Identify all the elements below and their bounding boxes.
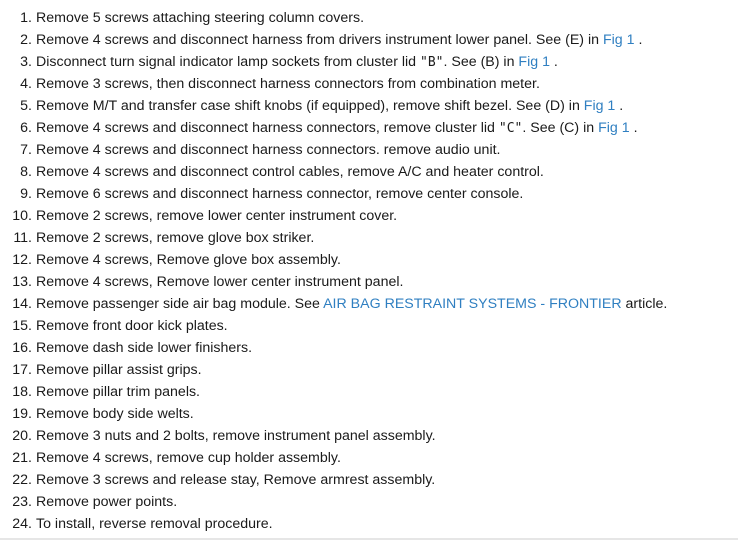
step-text-segment: Remove 2 screws, remove glove box striker.: [36, 230, 315, 246]
list-item: [0, 205, 738, 227]
step-text: [36, 293, 667, 315]
step-text: [36, 7, 364, 29]
step-text: [36, 447, 341, 469]
fig-1-link[interactable]: Fig 1: [598, 120, 630, 136]
list-item: [0, 381, 738, 403]
step-number: 6.: [20, 120, 32, 136]
step-text-segment: Disconnect turn signal indicator lamp sockets from cluster lid: [36, 54, 421, 70]
step-text-segment: Remove 5 screws attaching steering column covers.: [36, 10, 365, 26]
list-item: [0, 469, 738, 491]
step-text-segment: Remove dash side lower finishers.: [36, 340, 253, 356]
step-number: 12.: [12, 252, 32, 268]
lid-code: "C": [498, 121, 523, 136]
step-text-segment: .: [629, 120, 638, 136]
step-text: [36, 249, 341, 271]
step-text-segment: Remove power points.: [36, 494, 178, 510]
step-text-segment: article.: [621, 296, 668, 312]
step-number: 21.: [12, 450, 32, 466]
step-number: 23.: [12, 494, 32, 510]
step-text: [36, 205, 397, 227]
step-number: 8.: [20, 164, 32, 180]
step-text-segment: Remove passenger side air bag module. See: [36, 296, 324, 312]
list-item: [0, 51, 738, 73]
step-text: [36, 227, 314, 249]
step-text-segment: Remove pillar trim panels.: [36, 384, 201, 400]
step-text: [36, 469, 435, 491]
step-text: [36, 513, 273, 535]
step-number: 5.: [20, 98, 32, 114]
step-number: 19.: [12, 406, 32, 422]
list-item: [0, 293, 738, 315]
step-number: 18.: [12, 384, 32, 400]
list-item: [0, 359, 738, 381]
list-item: [0, 139, 738, 161]
list-item: [0, 337, 738, 359]
list-item: [0, 271, 738, 293]
list-item: [0, 227, 738, 249]
step-text: [36, 271, 403, 293]
step-number: 14.: [12, 296, 32, 312]
step-text: [36, 139, 501, 161]
step-text-segment: Remove 6 screws and disconnect harness connector, remove center console.: [36, 186, 524, 202]
step-text-segment: Remove 4 screws, remove cup holder assembly.: [36, 450, 341, 466]
list-item: [0, 403, 738, 425]
step-number: 7.: [20, 142, 32, 158]
list-item: [0, 7, 738, 29]
step-text: [36, 359, 202, 381]
step-number: 16.: [12, 340, 32, 356]
step-text: [36, 491, 177, 513]
step-text: [36, 381, 200, 403]
step-text-segment: . See (C) in: [522, 120, 599, 136]
list-item: [0, 73, 738, 95]
list-item: [0, 447, 738, 469]
step-number: 9.: [20, 186, 32, 202]
fig-1-link[interactable]: Fig 1: [602, 32, 635, 48]
lid-code: "B": [420, 55, 444, 70]
step-text: [36, 183, 523, 205]
step-text-segment: Remove M/T and transfer case shift knobs (if equipped), remove shift bezel. See (D) in: [36, 98, 584, 114]
list-item: [0, 513, 738, 535]
step-text: [36, 29, 642, 51]
step-number: 10.: [12, 208, 32, 224]
step-text-segment: Remove 2 screws, remove lower center instrument cover.: [36, 208, 398, 224]
step-text: [36, 117, 638, 139]
step-text-segment: .: [634, 32, 643, 48]
list-item: [0, 425, 738, 447]
step-text-segment: Remove 4 screws, Remove lower center instrument panel.: [36, 274, 404, 290]
step-text-segment: Remove 4 screws, Remove glove box assembly.: [36, 252, 341, 268]
list-item: [0, 117, 738, 139]
step-text: [36, 95, 623, 117]
article-link[interactable]: AIR BAG RESTRAINT SYSTEMS - FRONTIER: [323, 296, 622, 312]
step-text: [36, 161, 544, 183]
step-text-segment: Remove 4 screws and disconnect harness connectors, remove cluster lid: [36, 120, 499, 136]
step-number: 4.: [20, 76, 32, 92]
step-number: 13.: [12, 274, 32, 290]
list-item: [0, 95, 738, 117]
list-item: [0, 183, 738, 205]
step-number: 2.: [20, 32, 32, 48]
step-text: [36, 73, 540, 95]
step-text-segment: Remove front door kick plates.: [36, 318, 228, 334]
step-text: [36, 403, 194, 425]
step-number: 15.: [12, 318, 32, 334]
step-number: 20.: [12, 428, 32, 444]
step-text-segment: Remove 4 screws and disconnect control cables, remove A/C and heater control.: [36, 164, 544, 180]
step-number: 11.: [13, 230, 32, 246]
list-item: [0, 491, 738, 513]
step-text-segment: Remove 4 screws and disconnect harness from drivers instrument lower panel. See (E) in: [36, 32, 603, 48]
step-number: 17.: [12, 362, 32, 378]
step-text-segment: Remove 4 screws and disconnect harness connectors. remove audio unit.: [36, 142, 501, 158]
step-number: 3.: [20, 54, 32, 70]
list-item: [0, 249, 738, 271]
step-text: [36, 425, 436, 447]
step-number: 1.: [20, 10, 32, 26]
step-text-segment: Remove 3 screws and release stay, Remove armrest assembly.: [36, 472, 436, 488]
step-text: [36, 337, 252, 359]
step-text-segment: Remove pillar assist grips.: [36, 362, 202, 378]
step-text-segment: .: [549, 54, 558, 70]
list-item: [0, 29, 738, 51]
step-text-segment: .: [615, 98, 624, 114]
list-item: [0, 315, 738, 337]
step-number: 22.: [12, 472, 32, 488]
step-text: [36, 51, 558, 73]
fig-1-link[interactable]: Fig 1: [518, 54, 550, 70]
step-text-segment: Remove body side welts.: [36, 406, 194, 422]
step-text-segment: . See (B) in: [443, 54, 519, 70]
step-text-segment: Remove 3 screws, then disconnect harness connectors from combination meter.: [36, 76, 540, 92]
step-number: 24.: [12, 516, 32, 532]
step-text-segment: Remove 3 nuts and 2 bolts, remove instrument panel assembly.: [36, 428, 436, 444]
list-item: [0, 161, 738, 183]
step-text-segment: To install, reverse removal procedure.: [36, 516, 273, 532]
fig-1-link[interactable]: Fig 1: [583, 98, 616, 114]
step-text: [36, 315, 228, 337]
